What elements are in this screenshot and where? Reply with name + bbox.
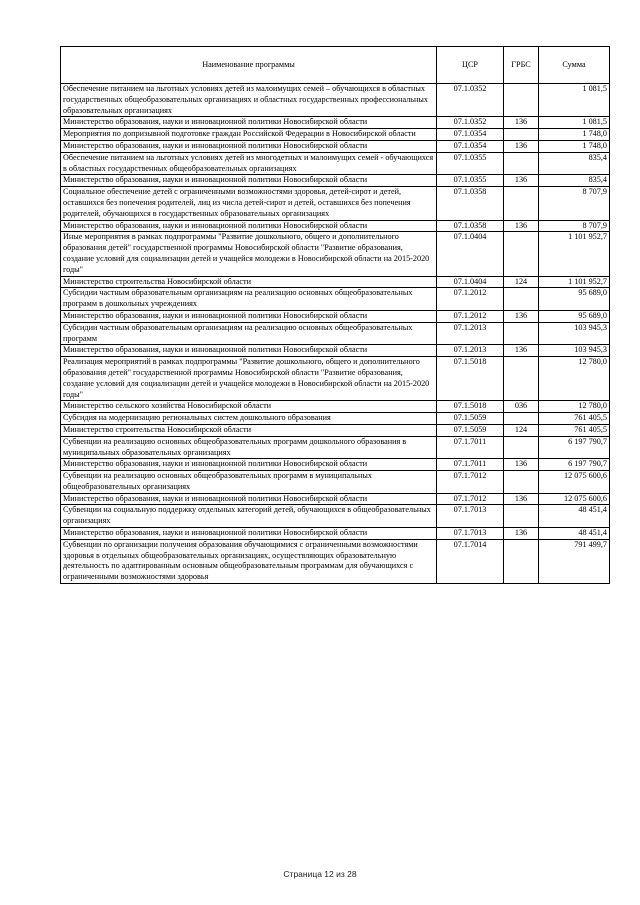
- cell-program-name: Мероприятия по допризывной подготовке граждан Российской Федерации в Новосибирской области: [61, 129, 437, 141]
- cell-program-name: Министерство образования, науки и инновационной политики Новосибирской области: [61, 175, 437, 187]
- budget-table: [60, 46, 610, 584]
- cell-program-name: Субсидии частным образовательным организациям на реализацию основных общеобразовательных программ в дошкольных учреждениях: [61, 288, 437, 311]
- cell-csr: 07.1.2013: [437, 322, 504, 345]
- cell-grbs: [504, 288, 539, 311]
- table-row: [61, 493, 610, 505]
- table-row: [61, 401, 610, 413]
- cell-program-name: Субсидия на модернизацию региональных систем дошкольного образования: [61, 413, 437, 425]
- table-row: [61, 436, 610, 459]
- cell-csr: 07.1.7014: [437, 539, 504, 583]
- cell-grbs: 036: [504, 401, 539, 413]
- table-row: [61, 117, 610, 129]
- cell-csr: 07.1.0404: [437, 232, 504, 276]
- cell-grbs: 136: [504, 117, 539, 129]
- cell-sum: 8 707,9: [539, 187, 610, 220]
- table-row: [61, 152, 610, 175]
- cell-sum: 12 780,0: [539, 401, 610, 413]
- cell-sum: 835,4: [539, 152, 610, 175]
- cell-grbs: [504, 413, 539, 425]
- cell-grbs: [504, 471, 539, 494]
- cell-csr: 07.1.5059: [437, 413, 504, 425]
- cell-grbs: [504, 436, 539, 459]
- cell-csr: 07.1.2013: [437, 345, 504, 357]
- table-row: [61, 539, 610, 583]
- cell-program-name: Министерство строительства Новосибирской области: [61, 424, 437, 436]
- cell-program-name: Министерство образования, науки и инновационной политики Новосибирской области: [61, 345, 437, 357]
- cell-program-name: Министерство образования, науки и инновационной политики Новосибирской области: [61, 493, 437, 505]
- cell-grbs: 124: [504, 424, 539, 436]
- cell-sum: 1 101 952,7: [539, 276, 610, 288]
- cell-csr: 07.1.7011: [437, 436, 504, 459]
- header-program-name: Наименование программы: [61, 47, 437, 84]
- cell-csr: 07.1.5018: [437, 357, 504, 401]
- cell-grbs: 124: [504, 276, 539, 288]
- cell-program-name: Социальное обеспечение детей с ограниченными возможностями здоровья, детей-сирот и детей, оставшихся без попечения родителей, лиц из числа детей-сирот и детей, оставшихся без попечения родителей, обучающихся в государственных образовательных организациях: [61, 187, 437, 220]
- cell-grbs: [504, 232, 539, 276]
- table-row: [61, 345, 610, 357]
- cell-csr: 07.1.0354: [437, 129, 504, 141]
- cell-csr: 07.1.0354: [437, 140, 504, 152]
- table-row: [61, 175, 610, 187]
- cell-grbs: [504, 505, 539, 528]
- table-row: [61, 140, 610, 152]
- page-footer: Страница 12 из 28: [283, 869, 357, 879]
- cell-sum: 761 405,5: [539, 413, 610, 425]
- cell-csr: 07.1.7013: [437, 505, 504, 528]
- cell-sum: 12 075 600,6: [539, 471, 610, 494]
- cell-program-name: Реализация мероприятий в рамках подпрограммы "Развитие дошкольного, общего и дополнительного образования детей" государственной программы Новосибирской области "Развитие образования, создание условий для социализации детей и учащейся молодежи в Новосибирской области на 2015-2020 годы": [61, 357, 437, 401]
- cell-csr: 07.1.0358: [437, 187, 504, 220]
- cell-sum: 95 689,0: [539, 288, 610, 311]
- table-row: [61, 129, 610, 141]
- table-row: [61, 220, 610, 232]
- table-row: [61, 276, 610, 288]
- cell-program-name: Министерство образования, науки и инновационной политики Новосибирской области: [61, 459, 437, 471]
- cell-program-name: Министерство сельского хозяйства Новосибирской области: [61, 401, 437, 413]
- table-row: [61, 505, 610, 528]
- cell-grbs: [504, 152, 539, 175]
- cell-sum: 48 451,4: [539, 505, 610, 528]
- cell-program-name: Министерство образования, науки и инновационной политики Новосибирской области: [61, 528, 437, 540]
- cell-program-name: Субсидии частным образовательным организациям на реализацию основных общеобразовательных программ: [61, 322, 437, 345]
- table-row: [61, 288, 610, 311]
- cell-grbs: [504, 129, 539, 141]
- cell-program-name: Министерство образования, науки и инновационной политики Новосибирской области: [61, 220, 437, 232]
- cell-grbs: 136: [504, 310, 539, 322]
- cell-csr: 07.1.7011: [437, 459, 504, 471]
- cell-sum: 103 945,3: [539, 345, 610, 357]
- cell-csr: 07.1.5018: [437, 401, 504, 413]
- cell-grbs: 136: [504, 220, 539, 232]
- cell-sum: 8 707,9: [539, 220, 610, 232]
- cell-csr: 07.1.7013: [437, 528, 504, 540]
- cell-program-name: Субвенции на социальную поддержку отдельных категорий детей, обучающихся в общеобразовательных организациях: [61, 505, 437, 528]
- cell-grbs: 136: [504, 493, 539, 505]
- cell-sum: 6 197 790,7: [539, 459, 610, 471]
- cell-grbs: [504, 539, 539, 583]
- cell-grbs: [504, 84, 539, 117]
- document-page: [60, 46, 609, 584]
- cell-grbs: 136: [504, 175, 539, 187]
- cell-csr: 07.1.0355: [437, 175, 504, 187]
- table-row: [61, 528, 610, 540]
- cell-program-name: Субвенции на реализацию основных общеобразовательных программ дошкольного образования в муниципальных образовательных организациях: [61, 436, 437, 459]
- table-row: [61, 232, 610, 276]
- table-header-row: [61, 47, 610, 84]
- cell-program-name: Субвенции на реализацию основных общеобразовательных программ в муниципальных общеобразовательных организациях: [61, 471, 437, 494]
- cell-csr: 07.1.0352: [437, 117, 504, 129]
- cell-csr: 07.1.2012: [437, 310, 504, 322]
- cell-program-name: Субвенции по организации получения образования обучающимися с ограниченными возможностями здоровья в отдельных общеобразовательных организациях, осуществляющих образовательную деятельность по адаптированным основным общеобразовательным программам для обучающихся с ограниченными возможностями здоровья: [61, 539, 437, 583]
- cell-program-name: Министерство образования, науки и инновационной политики Новосибирской области: [61, 117, 437, 129]
- cell-csr: 07.1.0404: [437, 276, 504, 288]
- cell-sum: 761 405,5: [539, 424, 610, 436]
- cell-sum: 12 780,0: [539, 357, 610, 401]
- cell-sum: 791 499,7: [539, 539, 610, 583]
- table-body: [61, 84, 610, 584]
- cell-sum: 95 689,0: [539, 310, 610, 322]
- cell-sum: 1 748,0: [539, 140, 610, 152]
- cell-sum: 1 081,5: [539, 117, 610, 129]
- table-row: [61, 424, 610, 436]
- cell-program-name: Иные мероприятия в рамках подпрограммы "Развитие дошкольного, общего и дополнительного образования детей" государственной программы Новосибирской области "Развитие образования, создание условий для социализации детей и учащейся молодежи в Новосибирской области на 2015-2020 годы": [61, 232, 437, 276]
- cell-grbs: [504, 187, 539, 220]
- cell-sum: 1 101 952,7: [539, 232, 610, 276]
- header-grbs: ГРБС: [504, 47, 539, 84]
- table-row: [61, 322, 610, 345]
- cell-sum: 103 945,3: [539, 322, 610, 345]
- cell-grbs: [504, 322, 539, 345]
- cell-grbs: 136: [504, 345, 539, 357]
- cell-sum: 1 081,5: [539, 84, 610, 117]
- cell-csr: 07.1.2012: [437, 288, 504, 311]
- cell-program-name: Обеспечение питанием на льготных условиях детей из многодетных и малоимущих семей - обучающихся в областных государственных общеобразовательных организациях: [61, 152, 437, 175]
- cell-sum: 12 075 600,6: [539, 493, 610, 505]
- cell-grbs: 136: [504, 459, 539, 471]
- cell-sum: 1 748,0: [539, 129, 610, 141]
- table-row: [61, 459, 610, 471]
- cell-program-name: Министерство строительства Новосибирской области: [61, 276, 437, 288]
- cell-csr: 07.1.5059: [437, 424, 504, 436]
- header-csr: ЦСР: [437, 47, 504, 84]
- cell-csr: 07.1.0358: [437, 220, 504, 232]
- cell-sum: 835,4: [539, 175, 610, 187]
- cell-csr: 07.1.0352: [437, 84, 504, 117]
- cell-csr: 07.1.7012: [437, 493, 504, 505]
- table-row: [61, 187, 610, 220]
- cell-program-name: Министерство образования, науки и инновационной политики Новосибирской области: [61, 310, 437, 322]
- cell-csr: 07.1.7012: [437, 471, 504, 494]
- cell-grbs: 136: [504, 140, 539, 152]
- table-row: [61, 471, 610, 494]
- cell-sum: 6 197 790,7: [539, 436, 610, 459]
- table-row: [61, 413, 610, 425]
- cell-program-name: Министерство образования, науки и инновационной политики Новосибирской области: [61, 140, 437, 152]
- table-row: [61, 84, 610, 117]
- cell-grbs: [504, 357, 539, 401]
- table-row: [61, 310, 610, 322]
- header-sum: Сумма: [539, 47, 610, 84]
- cell-csr: 07.1.0355: [437, 152, 504, 175]
- table-row: [61, 357, 610, 401]
- cell-grbs: 136: [504, 528, 539, 540]
- cell-program-name: Обеспечение питанием на льготных условиях детей из малоимущих семей – обучающихся в областных государственных общеобразовательных организациях и областных государственных профессиональных образовательных организациях: [61, 84, 437, 117]
- cell-sum: 48 451,4: [539, 528, 610, 540]
